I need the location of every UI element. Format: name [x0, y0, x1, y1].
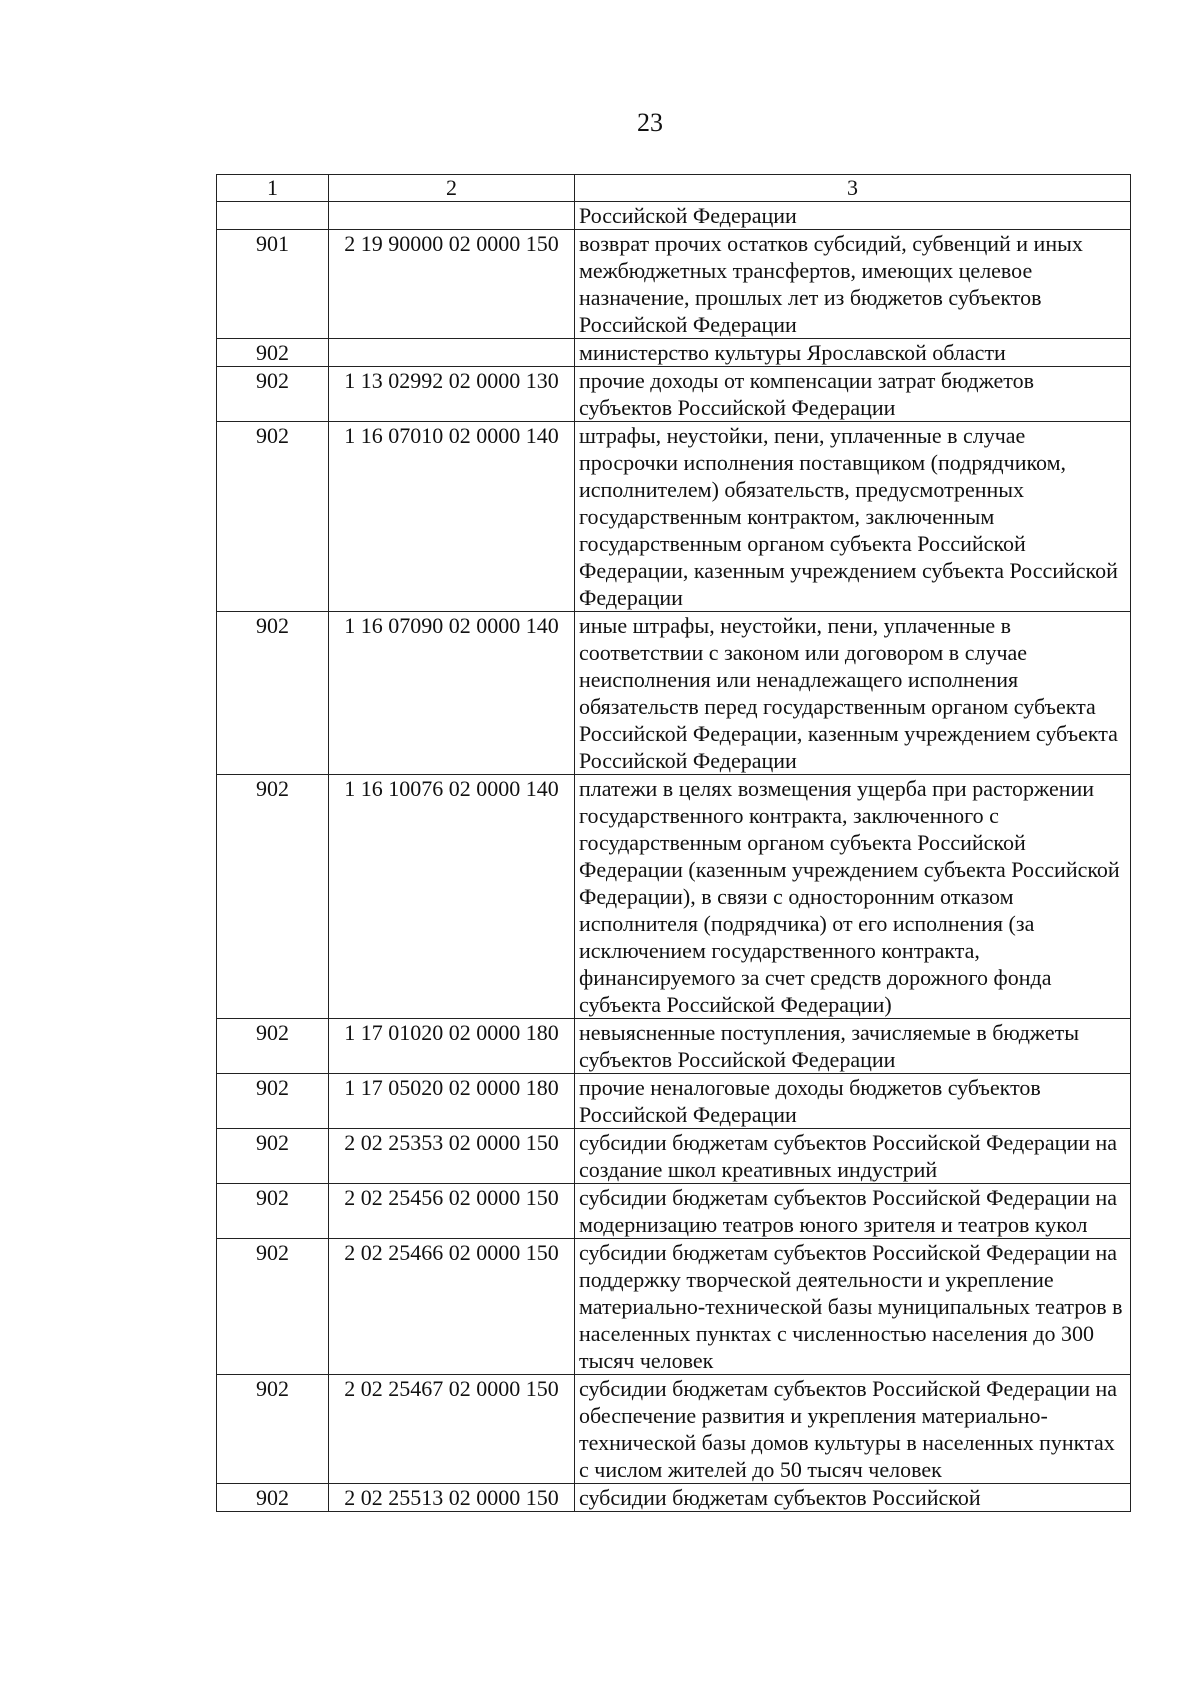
budget-code-cell: 2 02 25466 02 0000 150	[329, 1239, 575, 1375]
admin-code-cell: 902	[217, 1074, 329, 1129]
admin-code-cell: 902	[217, 422, 329, 612]
admin-code-cell: 902	[217, 367, 329, 422]
admin-code-cell: 902	[217, 775, 329, 1019]
budget-code-cell: 1 13 02992 02 0000 130	[329, 367, 575, 422]
admin-code-cell: 902	[217, 1375, 329, 1484]
table-row	[217, 1129, 1131, 1184]
revenue-name-cell: министерство культуры Ярославской области	[575, 339, 1131, 367]
table-row	[217, 1074, 1131, 1129]
budget-code-cell: 1 16 07010 02 0000 140	[329, 422, 575, 612]
budget-code-cell: 2 02 25456 02 0000 150	[329, 1184, 575, 1239]
budget-code-cell: 1 16 07090 02 0000 140	[329, 612, 575, 775]
header-cell-admin: 1	[217, 175, 329, 202]
admin-code-cell: 902	[217, 1484, 329, 1512]
table-row	[217, 339, 1131, 367]
revenue-name-cell: субсидии бюджетам субъектов Российской Федерации на создание школ креативных индустрий	[575, 1129, 1131, 1184]
table-body	[217, 175, 1131, 1512]
admin-code-cell	[217, 202, 329, 230]
table-row	[217, 230, 1131, 339]
revenue-name-cell: субсидии бюджетам субъектов Российской Федерации на поддержку творческой деятельности и укрепление материально-технической базы муниципальных театров в населенных пунктах с численностью населения до 300 тысяч человек	[575, 1239, 1131, 1375]
revenue-name-cell: иные штрафы, неустойки, пени, уплаченные в соответствии с законом или договором в случае неисполнения или ненадлежащего исполнения обязательств перед государственным органом субъекта Российской Федерации, казенным учреждением субъекта Российской Федерации	[575, 612, 1131, 775]
budget-code-cell: 1 16 10076 02 0000 140	[329, 775, 575, 1019]
table-row	[217, 612, 1131, 775]
table-row	[217, 1184, 1131, 1239]
budget-code-cell: 1 17 01020 02 0000 180	[329, 1019, 575, 1074]
budget-code-cell: 2 19 90000 02 0000 150	[329, 230, 575, 339]
revenue-name-cell: платежи в целях возмещения ущерба при расторжении государственного контракта, заключенного с государственным органом субъекта Российской Федерации (казенным учреждением субъекта Российской Федерации), в связи с односторонним отказом исполнителя (подрядчика) от его исполнения (за исключением государственного контракта, финансируемого за счет средств дорожного фонда субъекта Российской Федерации)	[575, 775, 1131, 1019]
admin-code-cell: 902	[217, 612, 329, 775]
admin-code-cell: 902	[217, 1129, 329, 1184]
revenue-name-cell: невыясненные поступления, зачисляемые в бюджеты субъектов Российской Федерации	[575, 1019, 1131, 1074]
page-number: 23	[637, 108, 663, 137]
table-row	[217, 1019, 1131, 1074]
table-row	[217, 422, 1131, 612]
admin-code-cell: 902	[217, 339, 329, 367]
budget-code-cell: 2 02 25513 02 0000 150	[329, 1484, 575, 1512]
revenue-name-cell: субсидии бюджетам субъектов Российской Федерации на модернизацию театров юного зрителя и театров кукол	[575, 1184, 1131, 1239]
revenue-name-cell: возврат прочих остатков субсидий, субвенций и иных межбюджетных трансфертов, имеющих целевое назначение, прошлых лет из бюджетов субъектов Российской Федерации	[575, 230, 1131, 339]
admin-code-cell: 902	[217, 1239, 329, 1375]
admin-code-cell: 901	[217, 230, 329, 339]
budget-code-cell	[329, 202, 575, 230]
revenue-name-cell: прочие неналоговые доходы бюджетов субъектов Российской Федерации	[575, 1074, 1131, 1129]
header-cell-name: 3	[575, 175, 1131, 202]
table-row	[217, 1375, 1131, 1484]
table-row	[217, 202, 1131, 230]
header-cell-code: 2	[329, 175, 575, 202]
budget-code-cell: 2 02 25353 02 0000 150	[329, 1129, 575, 1184]
revenue-name-cell: субсидии бюджетам субъектов Российской Федерации на обеспечение развития и укрепления материально-технической базы домов культуры в населенных пунктах с числом жителей до 50 тысяч человек	[575, 1375, 1131, 1484]
admin-code-cell: 902	[217, 1019, 329, 1074]
budget-code-cell	[329, 339, 575, 367]
table-row	[217, 1484, 1131, 1512]
revenue-name-cell: прочие доходы от компенсации затрат бюджетов субъектов Российской Федерации	[575, 367, 1131, 422]
table-row	[217, 1239, 1131, 1375]
budget-code-cell: 1 17 05020 02 0000 180	[329, 1074, 575, 1129]
revenue-codes-table	[216, 174, 1131, 1512]
revenue-name-cell: Российской Федерации	[575, 202, 1131, 230]
table-header-row	[217, 175, 1131, 202]
admin-code-cell: 902	[217, 1184, 329, 1239]
table-row	[217, 367, 1131, 422]
revenue-name-cell: штрафы, неустойки, пени, уплаченные в случае просрочки исполнения поставщиком (подрядчиком, исполнителем) обязательств, предусмотренных государственным контрактом, заключенным государственным органом субъекта Российской Федерации, казенным учреждением субъекта Российской Федерации	[575, 422, 1131, 612]
budget-code-cell: 2 02 25467 02 0000 150	[329, 1375, 575, 1484]
table-row	[217, 775, 1131, 1019]
revenue-name-cell: субсидии бюджетам субъектов Российской	[575, 1484, 1131, 1512]
